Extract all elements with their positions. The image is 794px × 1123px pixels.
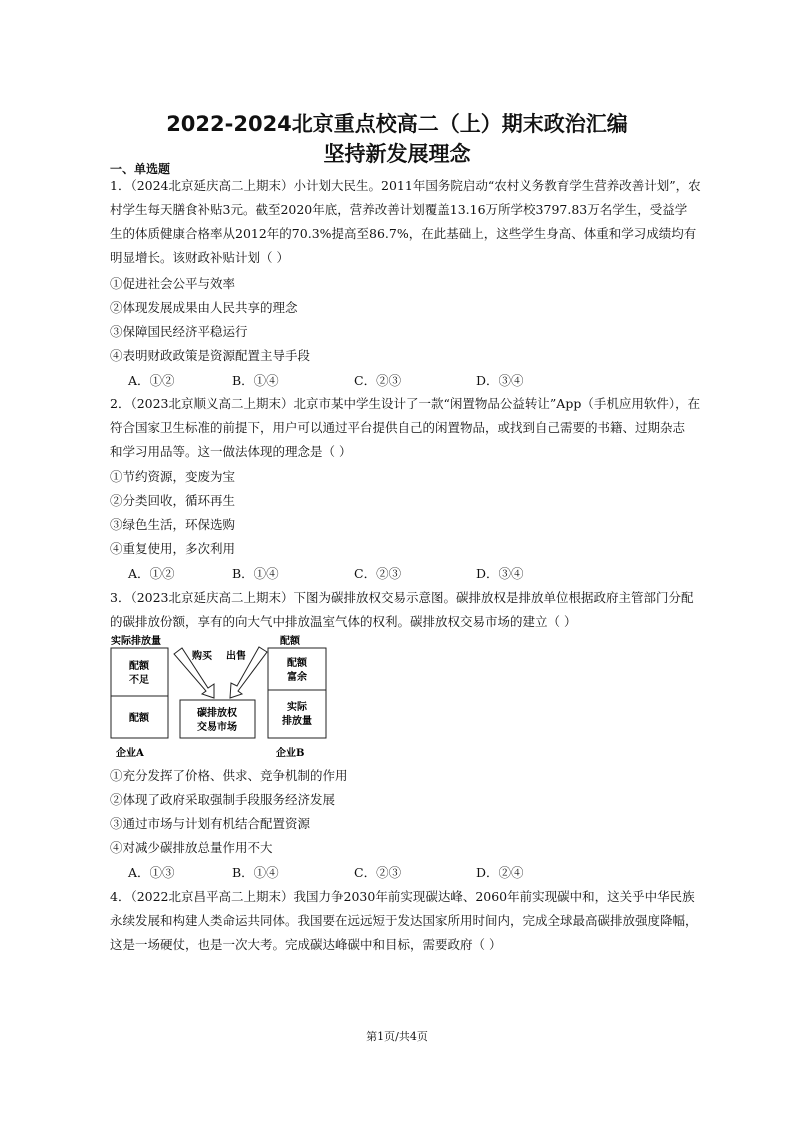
company-a-bottom-text: 配额 [129, 713, 149, 724]
company-a-top-box [111, 648, 168, 696]
company-b-bottom-box [268, 690, 326, 738]
section-heading: 一、单选题 [110, 162, 171, 176]
text-line: 3．（2023北京延庆高二上期末）下图为碳排放权交易示意图。碳排放权是排放单位根据政府主管部门分配 [110, 590, 694, 605]
q1-option-c[interactable]: C．②③ [354, 373, 402, 388]
company-b-top-line2: 富余 [287, 672, 307, 683]
text-line: 4．（2022北京昌平高二上期末）我国力争2030年前实现碳达峰、2060年前实现碳中和，这关乎中华民族 [110, 889, 695, 904]
company-b-label: 企业B [276, 748, 305, 759]
q1-statement-3: ③保障国民经济平稳运行 [110, 324, 248, 339]
q3-option-a[interactable]: A．①③ [128, 865, 175, 880]
q3-option-d[interactable]: D．②④ [476, 865, 524, 880]
question-4-stem [110, 885, 698, 957]
q2-option-b[interactable]: B．①④ [232, 566, 279, 581]
q2-statement-3: ③绿色生活，环保选购 [110, 517, 236, 532]
question-1-stem [110, 174, 701, 270]
label-actual-emission: 实际排放量 [111, 636, 161, 647]
market-line2: 交易市场 [197, 722, 237, 733]
text-line: 2．（2023北京顺义高二上期末）北京市某中学生设计了一款“闲置物品公益转让”App（手机应用软件），在 [110, 396, 701, 411]
text-line: 村学生每天膳食补贴3元。截至2020年底，营养改善计划覆盖13.16万所学校3797.83万名学生，受益学 [110, 202, 688, 217]
q3-option-c[interactable]: C．②③ [354, 865, 402, 880]
q3-statement-1: ①充分发挥了价格、供求、竞争机制的作用 [110, 768, 348, 783]
text-line: 永续发展和构建人类命运共同体。我国要在远远短于发达国家所用时间内，完成全球最高碳排放强度降幅， [110, 913, 698, 928]
text-line: 的碳排放份额，享有的向大气中排放温室气体的权利。碳排放权交易市场的建立（ ） [110, 614, 577, 629]
text-line: 明显增长。该财政补贴计划（ ） [110, 250, 289, 265]
q1-option-b[interactable]: B．①④ [232, 373, 279, 388]
q1-option-d[interactable]: D．③④ [476, 373, 524, 388]
q1-statement-1: ①促进社会公平与效率 [110, 276, 236, 291]
q2-statement-4: ④重复使用，多次利用 [110, 541, 236, 556]
arrow-buy-label: 购买 [192, 651, 212, 662]
company-a-label: 企业A [116, 748, 144, 759]
page-footer: 第1页/共4页 [366, 1030, 428, 1043]
company-b-top-line1: 配额 [287, 658, 307, 669]
q2-option-c[interactable]: C．②③ [354, 566, 402, 581]
label-quota: 配额 [280, 636, 300, 647]
document-subtitle: 坚持新发展理念 [323, 142, 471, 166]
text-line: 生的体质健康合格率从2012年的70.3%提高至86.7%，在此基础上，这些学生身高、体重和学习成绩均有 [110, 226, 697, 241]
q1-option-a[interactable]: A．①② [128, 373, 175, 388]
q3-statement-4: ④对减少碳排放总量作用不大 [110, 840, 273, 855]
company-b-bottom-line1: 实际 [287, 702, 307, 713]
text-line: 符合国家卫生标准的前提下，用户可以通过平台提供自己的闲置物品，或找到自己需要的书籍、过期杂志 [110, 420, 686, 435]
document-title: 2022-2024北京重点校高二（上）期末政治汇编 [166, 112, 628, 136]
market-line1: 碳排放权 [197, 708, 237, 719]
question-3-stem [110, 586, 694, 634]
company-a-top-line2: 不足 [129, 675, 149, 686]
arrow-sell-label: 出售 [226, 651, 246, 662]
q2-option-d[interactable]: D．③④ [476, 566, 524, 581]
q1-statement-4: ④表明财政政策是资源配置主导手段 [110, 348, 311, 363]
q3-statement-2: ②体现了政府采取强制手段服务经济发展 [110, 792, 336, 807]
company-b-top-box [268, 648, 326, 690]
text-line: 和学习用品等。这一做法体现的理念是（ ） [110, 444, 352, 459]
company-b-bottom-line2: 排放量 [282, 716, 312, 727]
q3-statement-3: ③通过市场与计划有机结合配置资源 [110, 816, 311, 831]
text-line: 这是一场硬仗，也是一次大考。完成碳达峰碳中和目标，需要政府（ ） [110, 937, 502, 952]
q1-statement-2: ②体现发展成果由人民共享的理念 [110, 300, 298, 315]
company-a-top-line1: 配额 [129, 661, 149, 672]
question-2-stem [110, 392, 701, 464]
carbon-trading-diagram [108, 632, 338, 762]
q3-option-b[interactable]: B．①④ [232, 865, 279, 880]
q2-statement-1: ①节约资源，变废为宝 [110, 469, 236, 484]
text-line: 1．（2024北京延庆高二上期末）小计划大民生。2011年国务院启动“农村义务教育学生营养改善计划”，农 [110, 178, 701, 193]
q2-statement-2: ②分类回收，循环再生 [110, 493, 236, 508]
q2-option-a[interactable]: A．①② [128, 566, 175, 581]
